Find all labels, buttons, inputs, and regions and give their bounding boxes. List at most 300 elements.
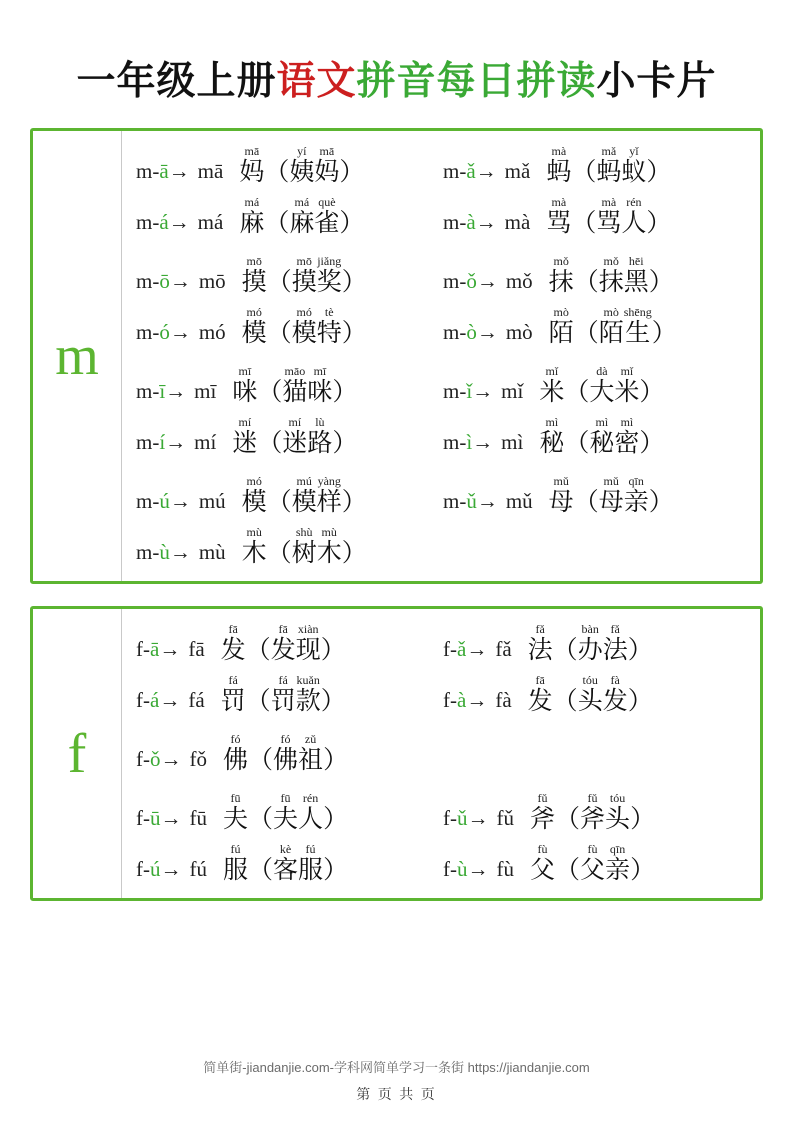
footer-site-text: 简单街-jiandanjie.com-学科网简单学习一条街 https://jiandanjie.com [203,1060,590,1075]
hanzi-character: 秘 [539,430,565,457]
title-part-2: 语文 [276,60,357,103]
footer-page-number: 第 页 共 页 [356,1088,437,1103]
hanzi-character: 米 [539,379,565,406]
syllable-entry [443,196,750,237]
final-text: ǔ [466,489,477,513]
example-character [624,306,652,347]
close-paren: ） [630,857,656,884]
example-word-block [539,365,664,406]
initial-text: m- [136,269,160,293]
hanzi-character: 母 [598,489,624,516]
syllable-result: fǎ [495,637,512,661]
hanzi-character: 咪 [307,379,333,406]
syllable-result: fū [189,806,207,830]
arrow-icon: → [165,379,185,403]
close-paren: ） [341,489,367,516]
spelling-formula [136,749,207,774]
hanzi-character: 夫 [273,806,299,833]
example-character [289,196,314,237]
syllable-group [136,792,750,884]
spelling-formula [443,690,512,715]
hanzi-character: 模 [291,320,317,347]
hanzi-character: 发 [602,688,628,715]
title-part-1: 一年级上册 [76,60,277,103]
close-paren: ） [646,210,672,237]
hanzi-character: 模 [241,489,267,516]
headword-character [223,792,248,833]
pinyin-annotation: shù [295,525,313,539]
syllable-row [136,196,750,237]
pinyin-annotation: mǒ [603,254,619,268]
arrow-icon: → [160,857,180,881]
pinyin-annotation: mà [551,195,567,209]
pinyin-annotation: mà [551,144,567,158]
syllable-entry [443,475,750,516]
syllable-result: mú [198,489,226,513]
initial-text: f- [136,806,150,830]
syllable-row [136,365,750,406]
syllable-row [136,792,750,833]
syllable-row [136,306,750,347]
pinyin-annotation: fá [228,673,238,687]
pinyin-annotation: fó [280,732,291,746]
syllable-entry [136,365,443,406]
hanzi-character: 骂 [596,210,622,237]
card-body [122,609,760,898]
example-word-block [221,623,346,664]
hanzi-character: 麻 [239,210,265,237]
close-paren: ） [630,806,656,833]
spelling-formula [136,161,223,186]
final-text: à [457,688,467,712]
hanzi-character: 佛 [223,747,249,774]
hanzi-character: 亲 [623,489,649,516]
hanzi-character: 蚂 [596,159,622,186]
arrow-icon: → [467,806,487,830]
final-text: ó [159,320,170,344]
cards-container [22,128,771,901]
syllable-result: fú [189,857,207,881]
initial-text: m- [443,430,467,454]
initial-text: f- [443,857,457,881]
syllable-result: fà [495,688,512,712]
final-text: ú [159,489,170,513]
hanzi-character: 发 [270,637,296,664]
pinyin-annotation: hēi [628,254,644,268]
card-initial-letter: m [33,131,122,581]
syllable-row [136,623,750,664]
pinyin-annotation: fā [228,622,238,636]
arrow-icon: → [466,688,486,712]
hanzi-character: 斧 [530,806,556,833]
example-word-block [539,416,664,457]
spelling-formula [443,161,530,186]
hanzi-character: 猫 [282,379,308,406]
syllable-entry [136,733,443,774]
final-text: ā [159,159,169,183]
hanzi-character: 蚂 [546,159,572,186]
open-paren: （ [248,857,274,884]
example-character [317,255,342,296]
headword-character [242,306,267,347]
hanzi-character: 罚 [220,688,246,715]
example-character [296,674,321,715]
hanzi-character: 服 [298,857,324,884]
syllable-result: fǔ [496,806,514,830]
ruby-line [546,196,671,237]
title-part-4: 小卡片 [596,60,717,103]
hanzi-character: 咪 [232,379,258,406]
final-text: ǒ [150,747,161,771]
open-paren: （ [257,430,283,457]
hanzi-character: 黑 [623,269,649,296]
spelling-formula [136,639,205,664]
arrow-icon: → [476,320,496,344]
syllable-group [136,623,750,715]
spelling-formula [136,690,205,715]
syllable-entry [136,255,443,296]
open-paren: （ [571,159,597,186]
headword-character [528,623,553,664]
hanzi-character: 秘 [589,430,615,457]
pinyin-annotation: kè [279,842,292,856]
example-word-block [232,416,357,457]
hanzi-character: 样 [316,489,342,516]
example-word-block [239,145,364,186]
open-paren: （ [248,806,274,833]
close-paren: ） [646,159,672,186]
syllable-result: mā [197,159,224,183]
final-text: à [466,210,476,234]
hanzi-character: 特 [316,320,342,347]
example-word-block [242,255,367,296]
spelling-formula [136,381,216,406]
example-character [614,365,639,406]
pinyin-annotation: mì [620,415,634,429]
pinyin-annotation: fǔ [537,791,548,805]
initial-text: f- [136,637,150,661]
example-word-block [242,306,367,347]
syllable-result: mí [194,430,217,454]
example-character [605,792,630,833]
pinyin-annotation: mú [296,474,312,488]
pinyin-annotation: tè [324,305,334,319]
arrow-icon: → [168,210,188,234]
initial-text: f- [443,806,457,830]
spelling-formula [136,859,207,884]
syllable-result: mī [194,379,217,403]
hanzi-character: 迷 [282,430,308,457]
hanzi-character: 款 [295,688,321,715]
hanzi-character: 罚 [270,688,296,715]
pinyin-annotation: mó [296,305,312,319]
arrow-icon: → [475,159,495,183]
pinyin-annotation: tóu [609,791,626,805]
hanzi-character: 麻 [289,210,315,237]
final-text: ì [466,430,473,454]
example-character [596,145,621,186]
final-text: ǒ [466,269,477,293]
example-word-block [530,843,655,884]
headword-character [539,416,564,457]
open-paren: （ [571,210,597,237]
syllable-entry [443,306,750,347]
example-word-block [549,306,677,347]
example-character [578,623,603,664]
ruby-line [242,475,367,516]
ruby-line [232,416,357,457]
initial-text: f- [443,637,457,661]
syllable-result: mó [198,320,226,344]
example-character [298,733,323,774]
final-text: ǔ [457,806,468,830]
open-paren: （ [573,489,599,516]
arrow-icon: → [467,857,487,881]
spelling-formula [136,432,216,457]
syllable-result: mǒ [505,269,533,293]
headword-character [223,843,248,884]
open-paren: （ [573,269,599,296]
headword-character [239,196,264,237]
hanzi-character: 客 [273,857,299,884]
pinyin-annotation: mí [238,415,252,429]
initial-text: f- [136,747,150,771]
headword-character [546,145,571,186]
example-character [271,674,296,715]
syllable-result: fǒ [189,747,207,771]
pinyin-annotation: fǎ [535,622,545,636]
open-paren: （ [264,210,290,237]
hanzi-character: 办 [577,637,603,664]
hanzi-character: 迷 [232,430,258,457]
final-text: ǎ [466,159,476,183]
open-paren: （ [266,540,292,567]
hanzi-character: 模 [241,320,267,347]
ruby-line [549,306,677,347]
example-word-block [549,255,674,296]
ruby-line [239,196,364,237]
spelling-formula [136,271,226,296]
example-character [298,792,323,833]
pinyin-annotation: mǎ [601,144,617,158]
pinyin-annotation: fà [610,673,620,687]
syllable-result: fù [496,857,514,881]
example-character [599,255,624,296]
pinyin-annotation: má [244,195,260,209]
pinyin-annotation: fú [305,842,316,856]
spelling-formula [443,639,512,664]
open-paren: （ [555,806,581,833]
arrow-icon: → [169,320,189,344]
syllable-entry [136,623,443,664]
example-word-block [223,792,348,833]
syllable-entry [136,843,443,884]
initial-text: m- [136,159,160,183]
close-paren: ） [332,379,358,406]
pinyin-annotation: rén [626,195,642,209]
syllable-group [136,255,750,347]
pinyin-annotation: fǔ [587,791,598,805]
headword-character [232,365,257,406]
example-character [298,843,323,884]
example-character [624,475,649,516]
pinyin-annotation: yǐ [629,144,639,158]
example-character [614,416,639,457]
spelling-formula [443,271,533,296]
final-text: ú [150,857,161,881]
pinyin-annotation: mǔ [603,474,619,488]
example-character [282,365,307,406]
page-footer [0,1057,793,1104]
title-part-3: 拼音每日拼读 [356,60,597,103]
example-character [282,416,307,457]
close-paren: ） [648,269,674,296]
pinyin-annotation: mò [553,305,569,319]
example-character [589,365,614,406]
hanzi-character: 人 [298,806,324,833]
arrow-icon: → [159,637,179,661]
spelling-formula [443,859,514,884]
hanzi-character: 奖 [316,269,342,296]
ruby-line [232,365,357,406]
pinyin-annotation: fú [230,842,241,856]
example-word-block [549,475,674,516]
syllable-entry [443,792,750,833]
close-paren: ） [323,747,349,774]
syllable-entry [136,792,443,833]
example-word-block [223,733,348,774]
headword-character [549,306,574,347]
syllable-row [136,145,750,186]
open-paren: （ [564,430,590,457]
hanzi-character: 模 [291,489,317,516]
hanzi-character: 大 [589,379,615,406]
spelling-formula [443,491,533,516]
close-paren: ） [320,688,346,715]
headword-character [539,365,564,406]
syllable-entry [443,255,750,296]
syllable-result: má [197,210,224,234]
headword-character [530,792,555,833]
syllable-row [136,843,750,884]
hanzi-character: 法 [527,637,553,664]
syllable-entry [136,306,443,347]
pinyin-annotation: tóu [582,673,598,687]
hanzi-character: 骂 [546,210,572,237]
headword-character [549,475,574,516]
syllable-group [136,145,750,237]
arrow-icon: → [472,379,492,403]
headword-character [232,416,257,457]
ruby-line [221,674,346,715]
open-paren: （ [552,637,578,664]
final-text: ù [457,857,468,881]
example-character [603,674,628,715]
syllable-result: mō [198,269,226,293]
hanzi-character: 父 [530,857,556,884]
pinyin-annotation: mō [296,254,312,268]
ruby-line [530,792,655,833]
close-paren: ） [639,430,665,457]
pinyin-annotation: fó [230,732,241,746]
arrow-icon: → [159,688,179,712]
hanzi-character: 佛 [273,747,299,774]
close-paren: ） [339,159,365,186]
pinyin-annotation: mī [238,364,252,378]
initial-text: m- [136,320,160,344]
initial-text: m- [443,269,467,293]
pinyin-annotation: xiàn [297,622,319,636]
example-character [273,792,298,833]
card-initial-letter: f [33,609,122,898]
example-word-block [546,145,671,186]
hanzi-character: 木 [316,540,342,567]
pinyin-annotation: fā [278,622,288,636]
initial-text: m- [136,210,160,234]
headword-character [528,674,553,715]
syllable-entry [443,145,750,186]
headword-character [242,475,267,516]
ruby-line [221,623,346,664]
hanzi-character: 树 [291,540,317,567]
example-character [578,674,603,715]
open-paren: （ [257,379,283,406]
close-paren: ） [320,637,346,664]
hanzi-character: 斧 [580,806,606,833]
pinyin-annotation: què [318,195,336,209]
pinyin-annotation: mù [246,525,262,539]
headword-character [242,255,267,296]
close-paren: ） [648,489,674,516]
syllable-result: mǔ [505,489,533,513]
example-character [273,733,298,774]
example-character [292,306,317,347]
example-word-block [546,196,671,237]
syllable-entry [136,145,443,186]
close-paren: ） [627,637,653,664]
hanzi-character: 发 [220,637,246,664]
headword-character [221,623,246,664]
ruby-line [223,792,348,833]
syllable-row [136,255,750,296]
arrow-icon: → [160,806,180,830]
hanzi-character: 姨 [289,159,315,186]
hanzi-character: 抹 [548,269,574,296]
final-text: á [159,210,169,234]
spelling-formula [443,212,530,237]
example-character [296,623,321,664]
hanzi-character: 路 [307,430,333,457]
pinyin-card [30,606,763,901]
ruby-line [528,674,653,715]
initial-text: m- [443,210,467,234]
pinyin-annotation: qīn [628,474,644,488]
close-paren: ） [341,320,367,347]
arrow-icon: → [472,430,492,454]
syllable-result: mà [504,210,531,234]
headword-character [530,843,555,884]
close-paren: ） [323,857,349,884]
pinyin-annotation: zǔ [304,732,317,746]
syllable-result: mǐ [501,379,524,403]
pinyin-annotation: bàn [581,622,599,636]
spelling-formula [443,808,514,833]
pinyin-annotation: mì [545,415,559,429]
open-paren: （ [248,747,274,774]
pinyin-annotation: mù [321,525,337,539]
final-text: ǐ [466,379,473,403]
initial-text: m- [136,540,160,564]
